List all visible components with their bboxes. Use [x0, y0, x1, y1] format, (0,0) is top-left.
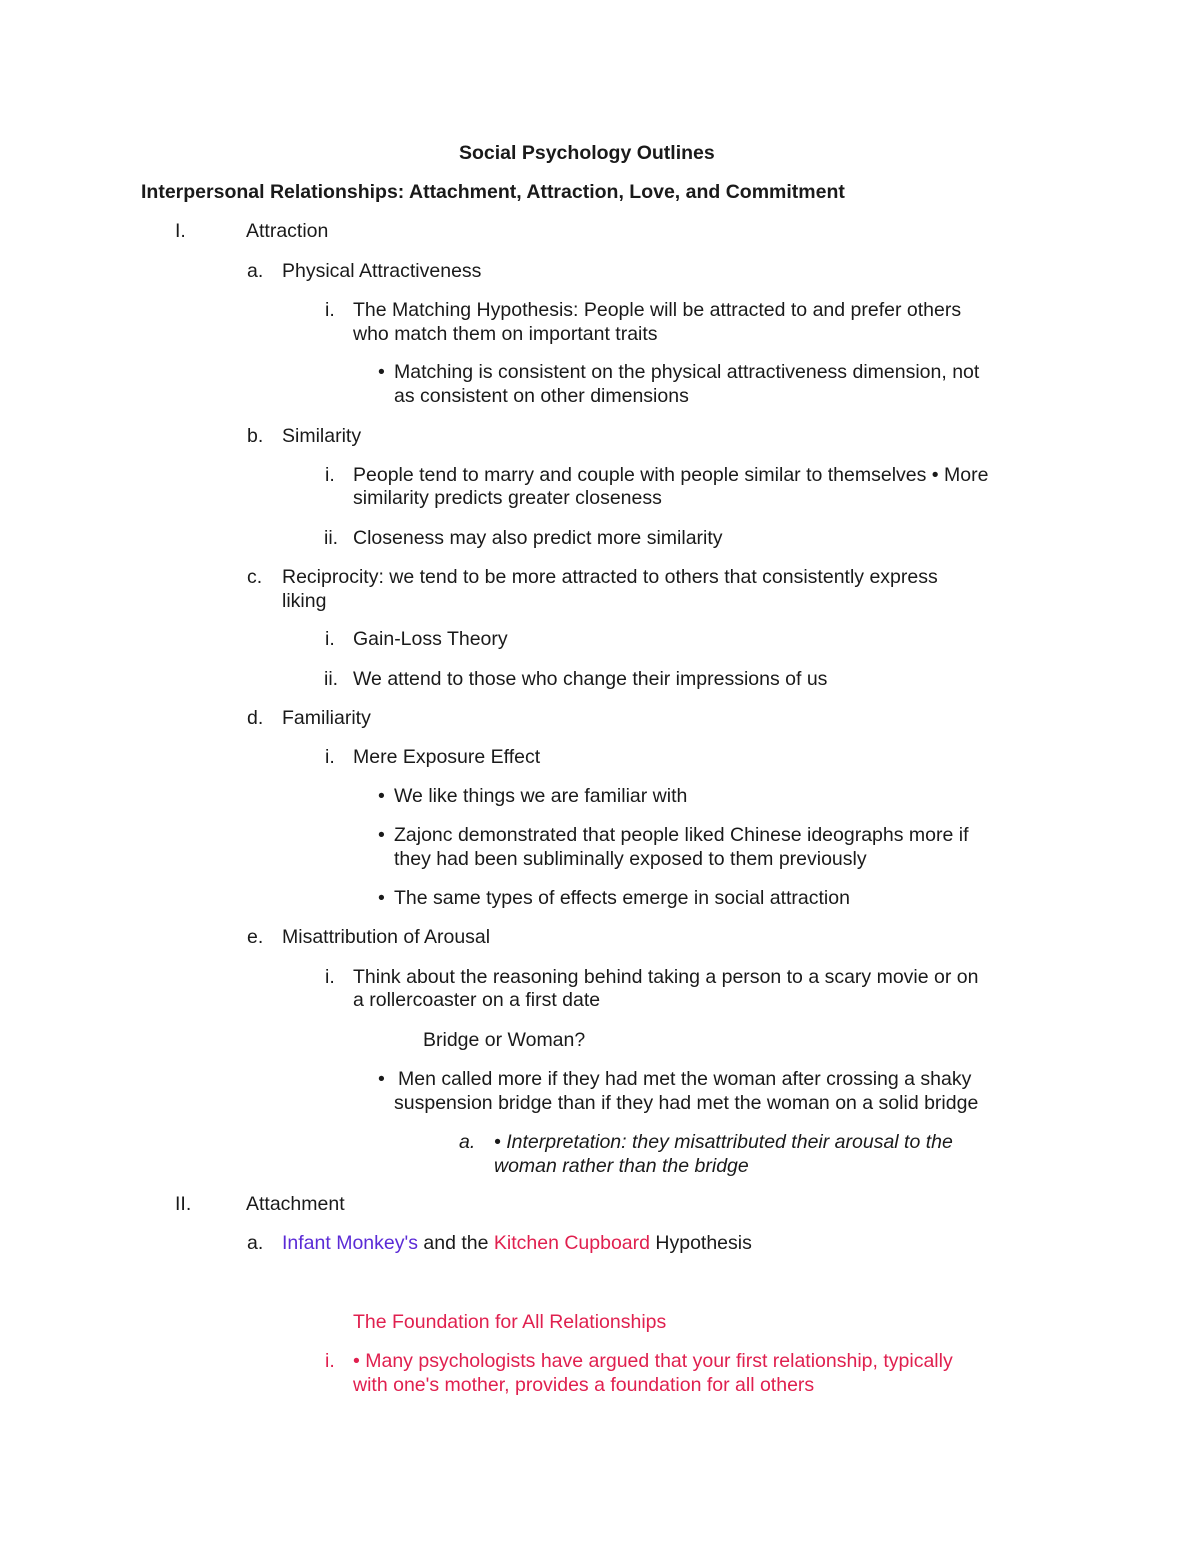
- section-subtitle: Interpersonal Relationships: Attachment, Attraction, Love, and Commitment: [141, 181, 845, 203]
- outline-subheading: The Foundation for All Relationships: [353, 1311, 667, 1333]
- outline-text: The same types of effects emerge in social attraction: [394, 887, 850, 909]
- outline-item-similarity: Similarity: [282, 425, 362, 447]
- outline-text: • Many psychologists have argued that your first relationship, typically: [353, 1350, 953, 1372]
- outline-text: who match them on important traits: [353, 323, 658, 345]
- outline-text: suspension bridge than if they had met the woman on a solid bridge: [394, 1092, 979, 1114]
- outline-marker: ii.: [324, 668, 339, 690]
- outline-marker: i.: [325, 746, 335, 768]
- outline-marker: a.: [459, 1131, 476, 1153]
- outline-text: Matching is consistent on the physical attractiveness dimension, not: [394, 361, 980, 383]
- outline-marker: b.: [247, 425, 264, 447]
- bullet-icon: •: [378, 785, 385, 807]
- colored-text-purple: Infant Monkey's: [282, 1232, 418, 1254]
- outline-text: Hypothesis: [649, 1232, 752, 1254]
- bullet-icon: •: [378, 887, 385, 909]
- outline-text: We attend to those who change their impressions of us: [353, 668, 828, 690]
- outline-text: liking: [282, 590, 327, 612]
- outline-text: they had been subliminally exposed to them previously: [394, 848, 867, 870]
- outline-text: Mere Exposure Effect: [353, 746, 541, 768]
- outline-marker: a.: [247, 260, 264, 282]
- outline-heading-attraction: Attraction: [246, 220, 329, 242]
- outline-text: Zajonc demonstrated that people liked Chinese ideographs more if: [394, 824, 969, 846]
- outline-subheading: Bridge or Woman?: [423, 1029, 586, 1051]
- outline-marker: e.: [247, 926, 264, 948]
- bullet-icon: •: [378, 824, 385, 846]
- outline-heading-attachment: Attachment: [246, 1193, 345, 1215]
- outline-text: a rollercoaster on a first date: [353, 989, 601, 1011]
- page-title: Social Psychology Outlines: [459, 142, 715, 164]
- outline-marker: i.: [325, 1350, 335, 1372]
- outline-text: Men called more if they had met the woman after crossing a shaky: [398, 1068, 972, 1090]
- outline-marker: ii.: [324, 527, 339, 549]
- bullet-icon: •: [378, 1068, 385, 1090]
- outline-text: The Matching Hypothesis: People will be attracted to and prefer others: [353, 299, 962, 321]
- outline-marker: I.: [175, 220, 186, 242]
- outline-text: We like things we are familiar with: [394, 785, 688, 807]
- outline-marker: i.: [325, 299, 335, 321]
- outline-marker: a.: [247, 1232, 264, 1254]
- outline-item-physical-attractiveness: Physical Attractiveness: [282, 260, 482, 282]
- outline-marker: i.: [325, 464, 335, 486]
- bullet-icon: •: [378, 361, 385, 383]
- outline-marker: i.: [325, 966, 335, 988]
- outline-marker: d.: [247, 707, 264, 729]
- outline-text: as consistent on other dimensions: [394, 385, 689, 407]
- outline-marker: c.: [247, 566, 263, 588]
- outline-text: Gain-Loss Theory: [353, 628, 508, 650]
- outline-text: Closeness may also predict more similarity: [353, 527, 723, 549]
- outline-text: with one's mother, provides a foundation for all others: [353, 1374, 815, 1396]
- outline-item-reciprocity: Reciprocity: we tend to be more attracted to others that consistently express: [282, 566, 938, 588]
- outline-item-familiarity: Familiarity: [282, 707, 371, 729]
- outline-marker: i.: [325, 628, 335, 650]
- outline-text: and the: [417, 1232, 494, 1254]
- outline-text-italic: • Interpretation: they misattributed their arousal to the: [494, 1131, 953, 1153]
- outline-text: People tend to marry and couple with people similar to themselves • More: [353, 464, 989, 486]
- outline-item-misattribution: Misattribution of Arousal: [282, 926, 491, 948]
- outline-text-italic: woman rather than the bridge: [494, 1155, 749, 1177]
- colored-text-pink: Kitchen Cupboard: [493, 1232, 650, 1254]
- outline-marker: II.: [175, 1193, 192, 1215]
- outline-item-kitchen-cupboard: [282, 1231, 752, 1255]
- outline-text: similarity predicts greater closeness: [353, 487, 662, 509]
- outline-text: Think about the reasoning behind taking a person to a scary movie or on: [353, 966, 979, 988]
